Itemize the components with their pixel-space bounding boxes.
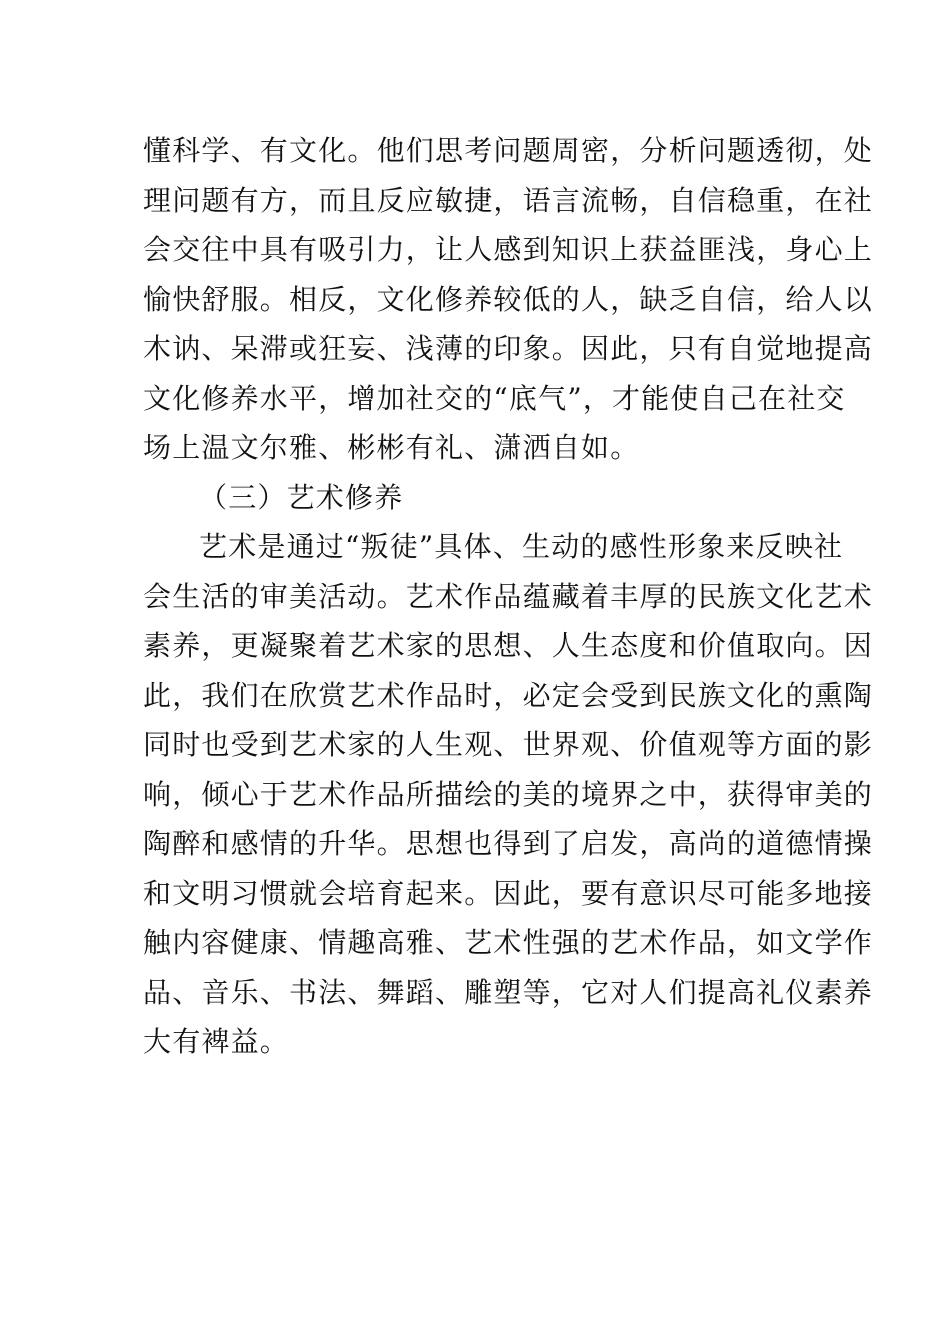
text-line: 同时也受到艺术家的人生观、世界观、价值观等方面的影	[143, 728, 874, 761]
text-line: 响，倾心于艺术作品所描绘的美的境界之中，获得审美的	[143, 777, 874, 811]
text-line: 和文明习惯就会培育起来。因此，要有意识尽可能多地接	[143, 876, 874, 910]
text-line: 此，我们在欣赏艺术作品时，必定会受到民族文化的熏陶	[143, 678, 874, 712]
text-line: 素养，更凝聚着艺术家的思想、人生态度和价值取向。因	[143, 629, 874, 662]
text-line: 场上温文尔雅、彬彬有礼、潇洒自如。	[143, 431, 640, 464]
text-line: 愉快舒服。相反，文化修养较低的人，缺乏自信，给人以	[143, 282, 874, 316]
paragraph-culture-continued	[143, 126, 874, 473]
text-line: 大有裨益。	[143, 1025, 290, 1058]
section-heading-art	[143, 473, 813, 523]
text-line: 会交往中具有吸引力，让人感到知识上获益匪浅，身心上	[143, 233, 874, 266]
text-line: 陶醉和感情的升华。思想也得到了启发，高尚的道德情操	[143, 827, 874, 860]
text-line: 艺术是通过“叛徒”具体、生动的感性形象来反映社	[199, 530, 844, 563]
text-line: 理问题有方，而且反应敏捷，语言流畅，自信稳重，在社	[143, 183, 874, 217]
text-line: 木讷、呆滞或狂妄、浅薄的印象。因此，只有自觉地提高	[143, 332, 874, 365]
paragraph-art	[143, 522, 874, 1067]
text-line: 懂科学、有文化。他们思考问题周密，分析问题透彻，处	[143, 134, 874, 167]
text-line: 会生活的审美活动。艺术作品蕴藏着丰厚的民族文化艺术	[143, 579, 874, 613]
document-body	[143, 126, 874, 1067]
text-line: 触内容健康、情趣高雅、艺术性强的艺术作品，如文学作	[143, 926, 874, 959]
section-heading: （三）艺术修养	[199, 480, 404, 514]
text-line: 品、音乐、书法、舞蹈、雕塑等，它对人们提高礼仪素养	[143, 975, 874, 1009]
text-line: 文化修养水平，增加社交的“底气”，才能使自己在社交	[143, 381, 846, 415]
